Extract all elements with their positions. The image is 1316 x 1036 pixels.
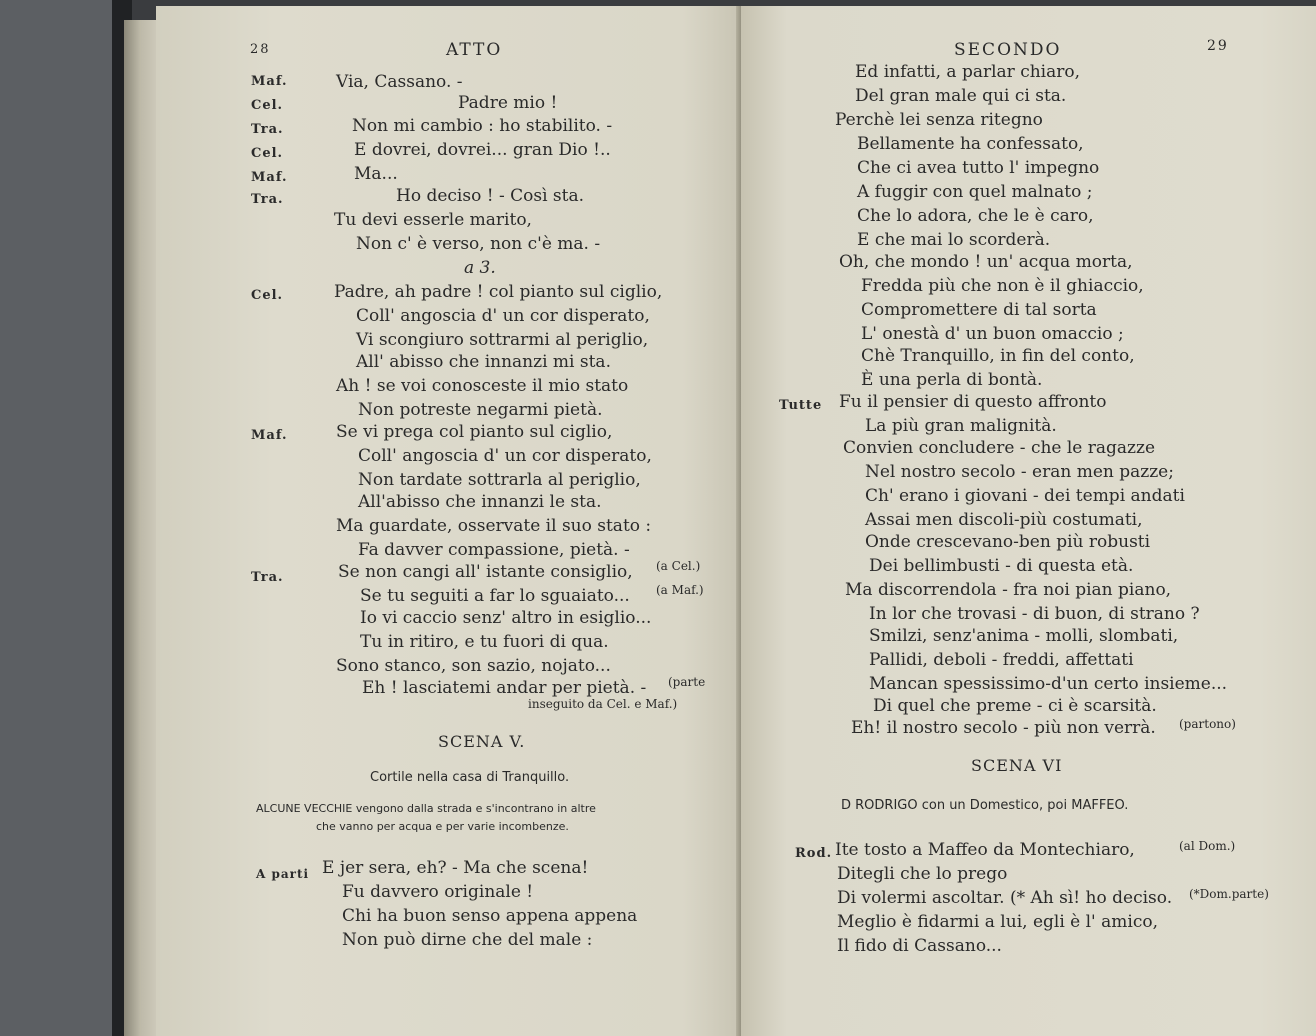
- verse-line: E che mai lo scorderà.: [857, 230, 1051, 250]
- verse-line: Coll' angoscia d' un cor disperato,: [356, 306, 650, 326]
- page-number: 29: [1207, 38, 1229, 54]
- scene-intro: D RODRIGO con un Domestico, poi MAFFEO.: [841, 798, 1129, 813]
- verse-line: Fu il pensier di questo affronto: [839, 392, 1107, 412]
- stage-direction: (partono): [1179, 717, 1236, 731]
- verse-line: Se vi prega col pianto sul ciglio,: [336, 422, 613, 442]
- verse-line: Onde crescevano-ben più robusti: [865, 532, 1151, 552]
- verse-line: a 3.: [464, 258, 496, 278]
- stage-direction: inseguito da Cel. e Maf.): [528, 697, 678, 711]
- stage-direction: (*Dom.parte): [1189, 887, 1269, 901]
- speaker: Tra.: [251, 122, 284, 137]
- verse-line: Di volermi ascoltar. (* Ah sì! ho deciso.: [837, 888, 1173, 908]
- verse-line: Bellamente ha confessato,: [857, 134, 1084, 154]
- speaker: Tutte: [779, 398, 823, 413]
- verse-line: Non tardate sottrarla al periglio,: [358, 470, 641, 490]
- speaker: Rod.: [795, 846, 833, 861]
- speaker: Maf.: [251, 428, 288, 443]
- speaker: Cel.: [251, 146, 284, 161]
- verse-line: Se non cangi all' istante consiglio,: [338, 562, 633, 582]
- scanner-background: [0, 0, 112, 1036]
- verse-line: Meglio è fidarmi a lui, egli è l' amico,: [837, 912, 1158, 932]
- verse-line: Chi ha buon senso appena appena: [342, 906, 638, 926]
- scene-setting: Cortile nella casa di Tranquillo.: [370, 770, 570, 785]
- stage-direction: (a Cel.): [656, 559, 701, 573]
- speaker: A parti: [256, 867, 310, 881]
- scene-title: SCENA VI: [971, 756, 1063, 775]
- verse-line: Dei bellimbusti - di questa età.: [869, 556, 1134, 576]
- verse-line: A fuggir con quel malnato ;: [857, 182, 1093, 202]
- verse-line: Padre mio !: [458, 93, 558, 113]
- verse-line: Fa davver compassione, pietà. -: [358, 540, 630, 560]
- speaker: Maf.: [251, 74, 288, 89]
- verse-line: Se tu seguiti a far lo sguaiato...: [360, 586, 630, 606]
- verse-line: Assai men discoli-più costumati,: [865, 510, 1143, 530]
- verse-line: Chè Tranquillo, in fin del conto,: [861, 346, 1135, 366]
- open-book: [124, 6, 1316, 1036]
- scene-intro: che vanno per acqua e per varie incombenze.: [316, 820, 569, 833]
- verse-line: Compromettere di tal sorta: [861, 300, 1097, 320]
- verse-line: Di quel che preme - ci è scarsità.: [873, 696, 1157, 716]
- left-page: [156, 6, 741, 1036]
- verse-line: Che lo adora, che le è caro,: [857, 206, 1094, 226]
- verse-line: Fu davvero originale !: [342, 882, 534, 902]
- verse-line: Io vi caccio senz' altro in esiglio...: [360, 608, 652, 628]
- right-page: [741, 6, 1316, 1036]
- speaker: Cel.: [251, 98, 284, 113]
- verse-line: Ditegli che lo prego: [837, 864, 1008, 884]
- verse-line: Mancan spessissimo-d'un certo insieme...: [869, 674, 1228, 694]
- verse-line: Eh ! lasciatemi andar per pietà. -: [362, 678, 647, 698]
- speaker: Tra.: [251, 570, 284, 585]
- verse-line: La più gran malignità.: [865, 416, 1057, 436]
- verse-line: E dovrei, dovrei... gran Dio !..: [354, 140, 611, 160]
- page-number: 28: [250, 42, 271, 57]
- verse-line: Smilzi, senz'anima - molli, slombati,: [869, 626, 1179, 646]
- verse-line: L' onestà d' un buon omaccio ;: [861, 324, 1124, 344]
- verse-line: Del gran male qui ci sta.: [855, 86, 1067, 106]
- verse-line: Convien concludere - che le ragazze: [843, 438, 1156, 458]
- verse-line: Padre, ah padre ! col pianto sul ciglio,: [334, 282, 663, 302]
- verse-line: Il fido di Cassano...: [837, 936, 1002, 956]
- verse-line: Tu in ritiro, e tu fuori di qua.: [360, 632, 609, 652]
- scene-title: SCENA V.: [438, 732, 526, 751]
- speaker: Tra.: [251, 192, 284, 207]
- verse-line: Non mi cambio : ho stabilito. -: [352, 116, 613, 136]
- running-header: ATTO: [446, 40, 503, 60]
- verse-line: Nel nostro secolo - eran men pazze;: [865, 462, 1174, 482]
- stage-direction: (parte: [668, 675, 706, 689]
- verse-line: Sono stanco, son sazio, nojato...: [336, 656, 611, 676]
- verse-line: Che ci avea tutto l' impegno: [857, 158, 1100, 178]
- verse-line: Via, Cassano. -: [336, 72, 463, 92]
- verse-line: Fredda più che non è il ghiaccio,: [861, 276, 1144, 296]
- verse-line: Ah ! se voi conosceste il mio stato: [336, 376, 629, 396]
- scene-intro: ALCUNE VECCHIE vengono dalla strada e s'incontrano in altre: [256, 802, 596, 815]
- verse-line: Ch' erano i giovani - dei tempi andati: [865, 486, 1185, 506]
- verse-line: E jer sera, eh? - Ma che scena!: [322, 858, 589, 878]
- running-header: SECONDO: [954, 40, 1062, 60]
- verse-line: In lor che trovasi - di buon, di strano ?: [869, 604, 1200, 624]
- stage-direction: (al Dom.): [1179, 839, 1236, 853]
- verse-line: Oh, che mondo ! un' acqua morta,: [839, 252, 1133, 272]
- verse-line: Ma guardate, osservate il suo stato :: [336, 516, 652, 536]
- verse-line: Ma discorrendola - fra noi pian piano,: [845, 580, 1172, 600]
- verse-line: All' abisso che innanzi mi sta.: [356, 352, 611, 372]
- stage-direction: (a Maf.): [656, 583, 704, 597]
- verse-line: Tu devi esserle marito,: [334, 210, 532, 230]
- verse-line: Ite tosto a Maffeo da Montechiaro,: [835, 840, 1135, 860]
- verse-line: Ma...: [354, 164, 398, 184]
- verse-line: All'abisso che innanzi le sta.: [358, 492, 602, 512]
- verse-line: Non può dirne che del male :: [342, 930, 593, 950]
- verse-line: Non potreste negarmi pietà.: [358, 400, 603, 420]
- verse-line: Vi scongiuro sottrarmi al periglio,: [356, 330, 649, 350]
- verse-line: Coll' angoscia d' un cor disperato,: [358, 446, 652, 466]
- verse-line: Ed infatti, a parlar chiaro,: [855, 62, 1081, 82]
- speaker: Maf.: [251, 170, 288, 185]
- verse-line: Pallidi, deboli - freddi, affettati: [869, 650, 1134, 670]
- verse-line: È una perla di bontà.: [861, 370, 1043, 390]
- speaker: Cel.: [251, 288, 284, 303]
- verse-line: Non c' è verso, non c'è ma. -: [356, 234, 601, 254]
- verse-line: Perchè lei senza ritegno: [835, 110, 1043, 130]
- verse-line: Eh! il nostro secolo - più non verrà.: [851, 718, 1156, 738]
- verse-line: Ho deciso ! - Così sta.: [396, 186, 585, 206]
